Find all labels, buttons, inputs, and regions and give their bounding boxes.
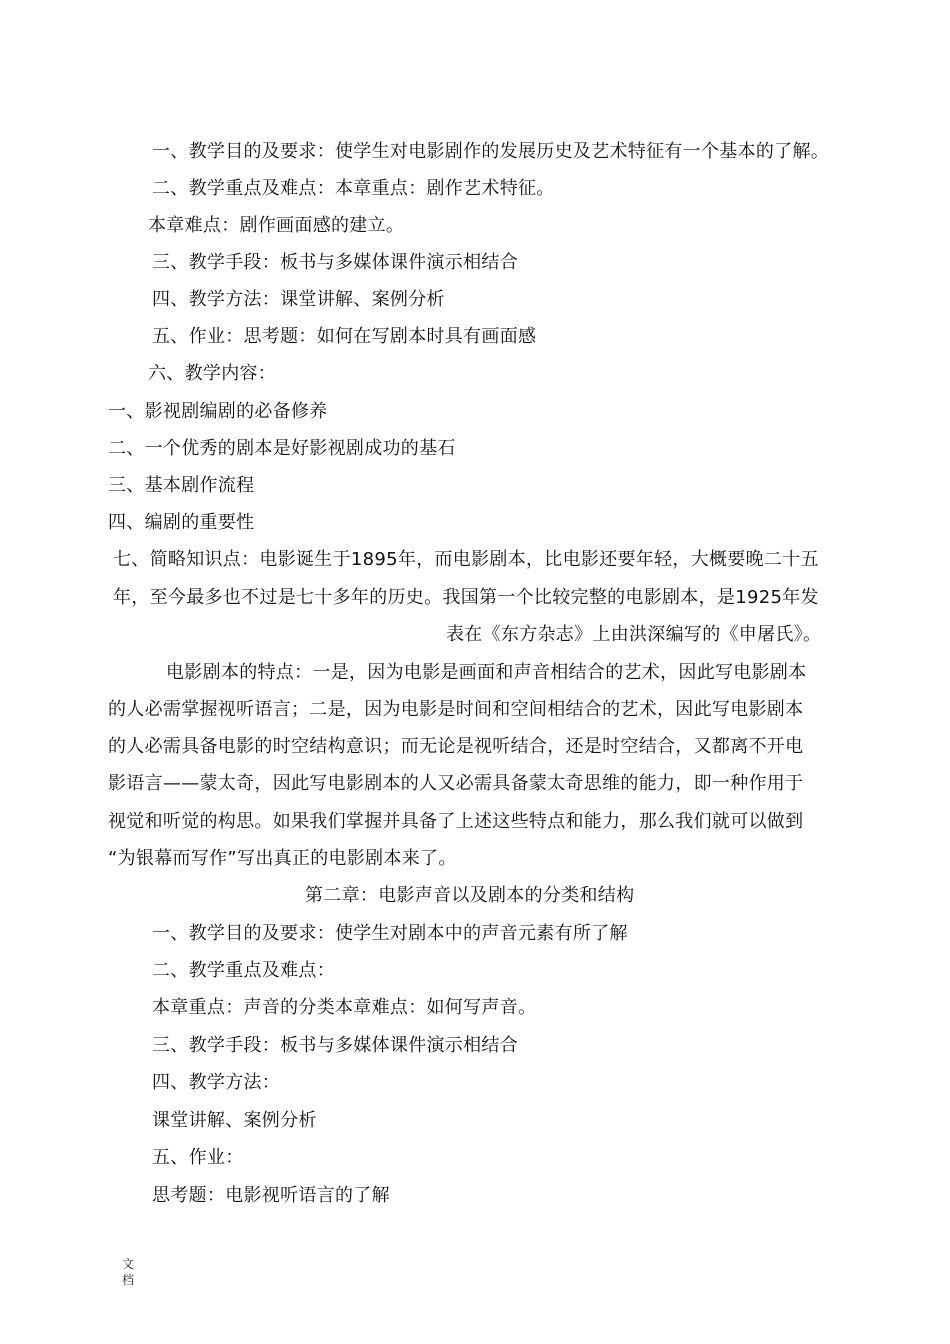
knowledge-line-2: 年，至今最多也不过是七十多年的历史。我国第一个比较完整的电影剧本，是1925年发: [113, 587, 819, 608]
content-item-4: 四、编剧的重要性: [108, 512, 255, 533]
footer-char-2: 档: [122, 1273, 135, 1287]
ch2-homework-detail-line: 思考题：电影视听语言的了解: [152, 1185, 390, 1206]
teaching-method-line: 四、教学方法：课堂讲解、案例分析: [152, 289, 445, 310]
paragraph-line-1: 电影剧本的特点：一是，因为电影是画面和声音相结合的艺术，因此写电影剧本: [166, 662, 807, 683]
paragraph-line-3: 的人必需具备电影的时空结构意识；而无论是视听结合，还是时空结合，又都离不开电: [108, 736, 804, 757]
footer-label: [122, 1256, 136, 1288]
ch2-key-difficulty-line: 本章重点：声音的分类本章难点：如何写声音。: [152, 997, 537, 1018]
footer-char-1: 文: [122, 1257, 135, 1271]
content-item-2: 二、一个优秀的剧本是好影视剧成功的基石: [108, 438, 456, 459]
homework-line: 五、作业：思考题：如何在写剧本时具有画面感: [152, 326, 537, 347]
objective-line: 一、教学目的及要求：使学生对电影剧作的发展历史及艺术特征有一个基本的了解。: [152, 141, 830, 162]
paragraph-line-5: 视觉和听觉的构思。如果我们掌握并具备了上述这些特点和能力，那么我们就可以做到: [108, 811, 804, 832]
ch2-homework-line: 五、作业：: [152, 1147, 244, 1168]
key-points-line: 二、教学重点及难点：本章重点：剧作艺术特征。: [152, 178, 555, 199]
paragraph-line-4: 影语言——蒙太奇，因此写电影剧本的人又必需具备蒙太奇思维的能力，即一种作用于: [108, 773, 804, 794]
content-item-1: 一、影视剧编剧的必备修养: [108, 401, 328, 422]
teaching-means-line: 三、教学手段：板书与多媒体课件演示相结合: [152, 252, 518, 273]
ch2-teaching-method-line: 四、教学方法：: [152, 1072, 281, 1093]
ch2-objective-line: 一、教学目的及要求：使学生对剧本中的声音元素有所了解: [152, 923, 628, 944]
paragraph-line-2: 的人必需掌握视听语言；二是，因为电影是时间和空间相结合的艺术，因此写电影剧本: [108, 699, 804, 720]
ch2-key-points-line: 二、教学重点及难点：: [152, 960, 335, 981]
knowledge-line-3: 表在《东方杂志》上由洪深编写的《申屠氏》。: [446, 624, 822, 645]
chapter-two-title: 第二章：电影声音以及剧本的分类和结构: [305, 885, 635, 906]
paragraph-line-6: “为银幕而写作”写出真正的电影剧本来了。: [108, 848, 457, 869]
teaching-content-heading: 六、教学内容：: [148, 363, 277, 384]
content-item-3: 三、基本剧作流程: [108, 475, 255, 496]
ch2-teaching-means-line: 三、教学手段：板书与多媒体课件演示相结合: [152, 1035, 518, 1056]
difficulty-line: 本章难点：剧作画面感的建立。: [148, 215, 405, 236]
ch2-method-detail-line: 课堂讲解、案例分析: [152, 1110, 317, 1131]
knowledge-line-1: 七、简略知识点：电影诞生于1895年，而电影剧本，比电影还要年轻，大概要晚二十五: [113, 549, 819, 570]
